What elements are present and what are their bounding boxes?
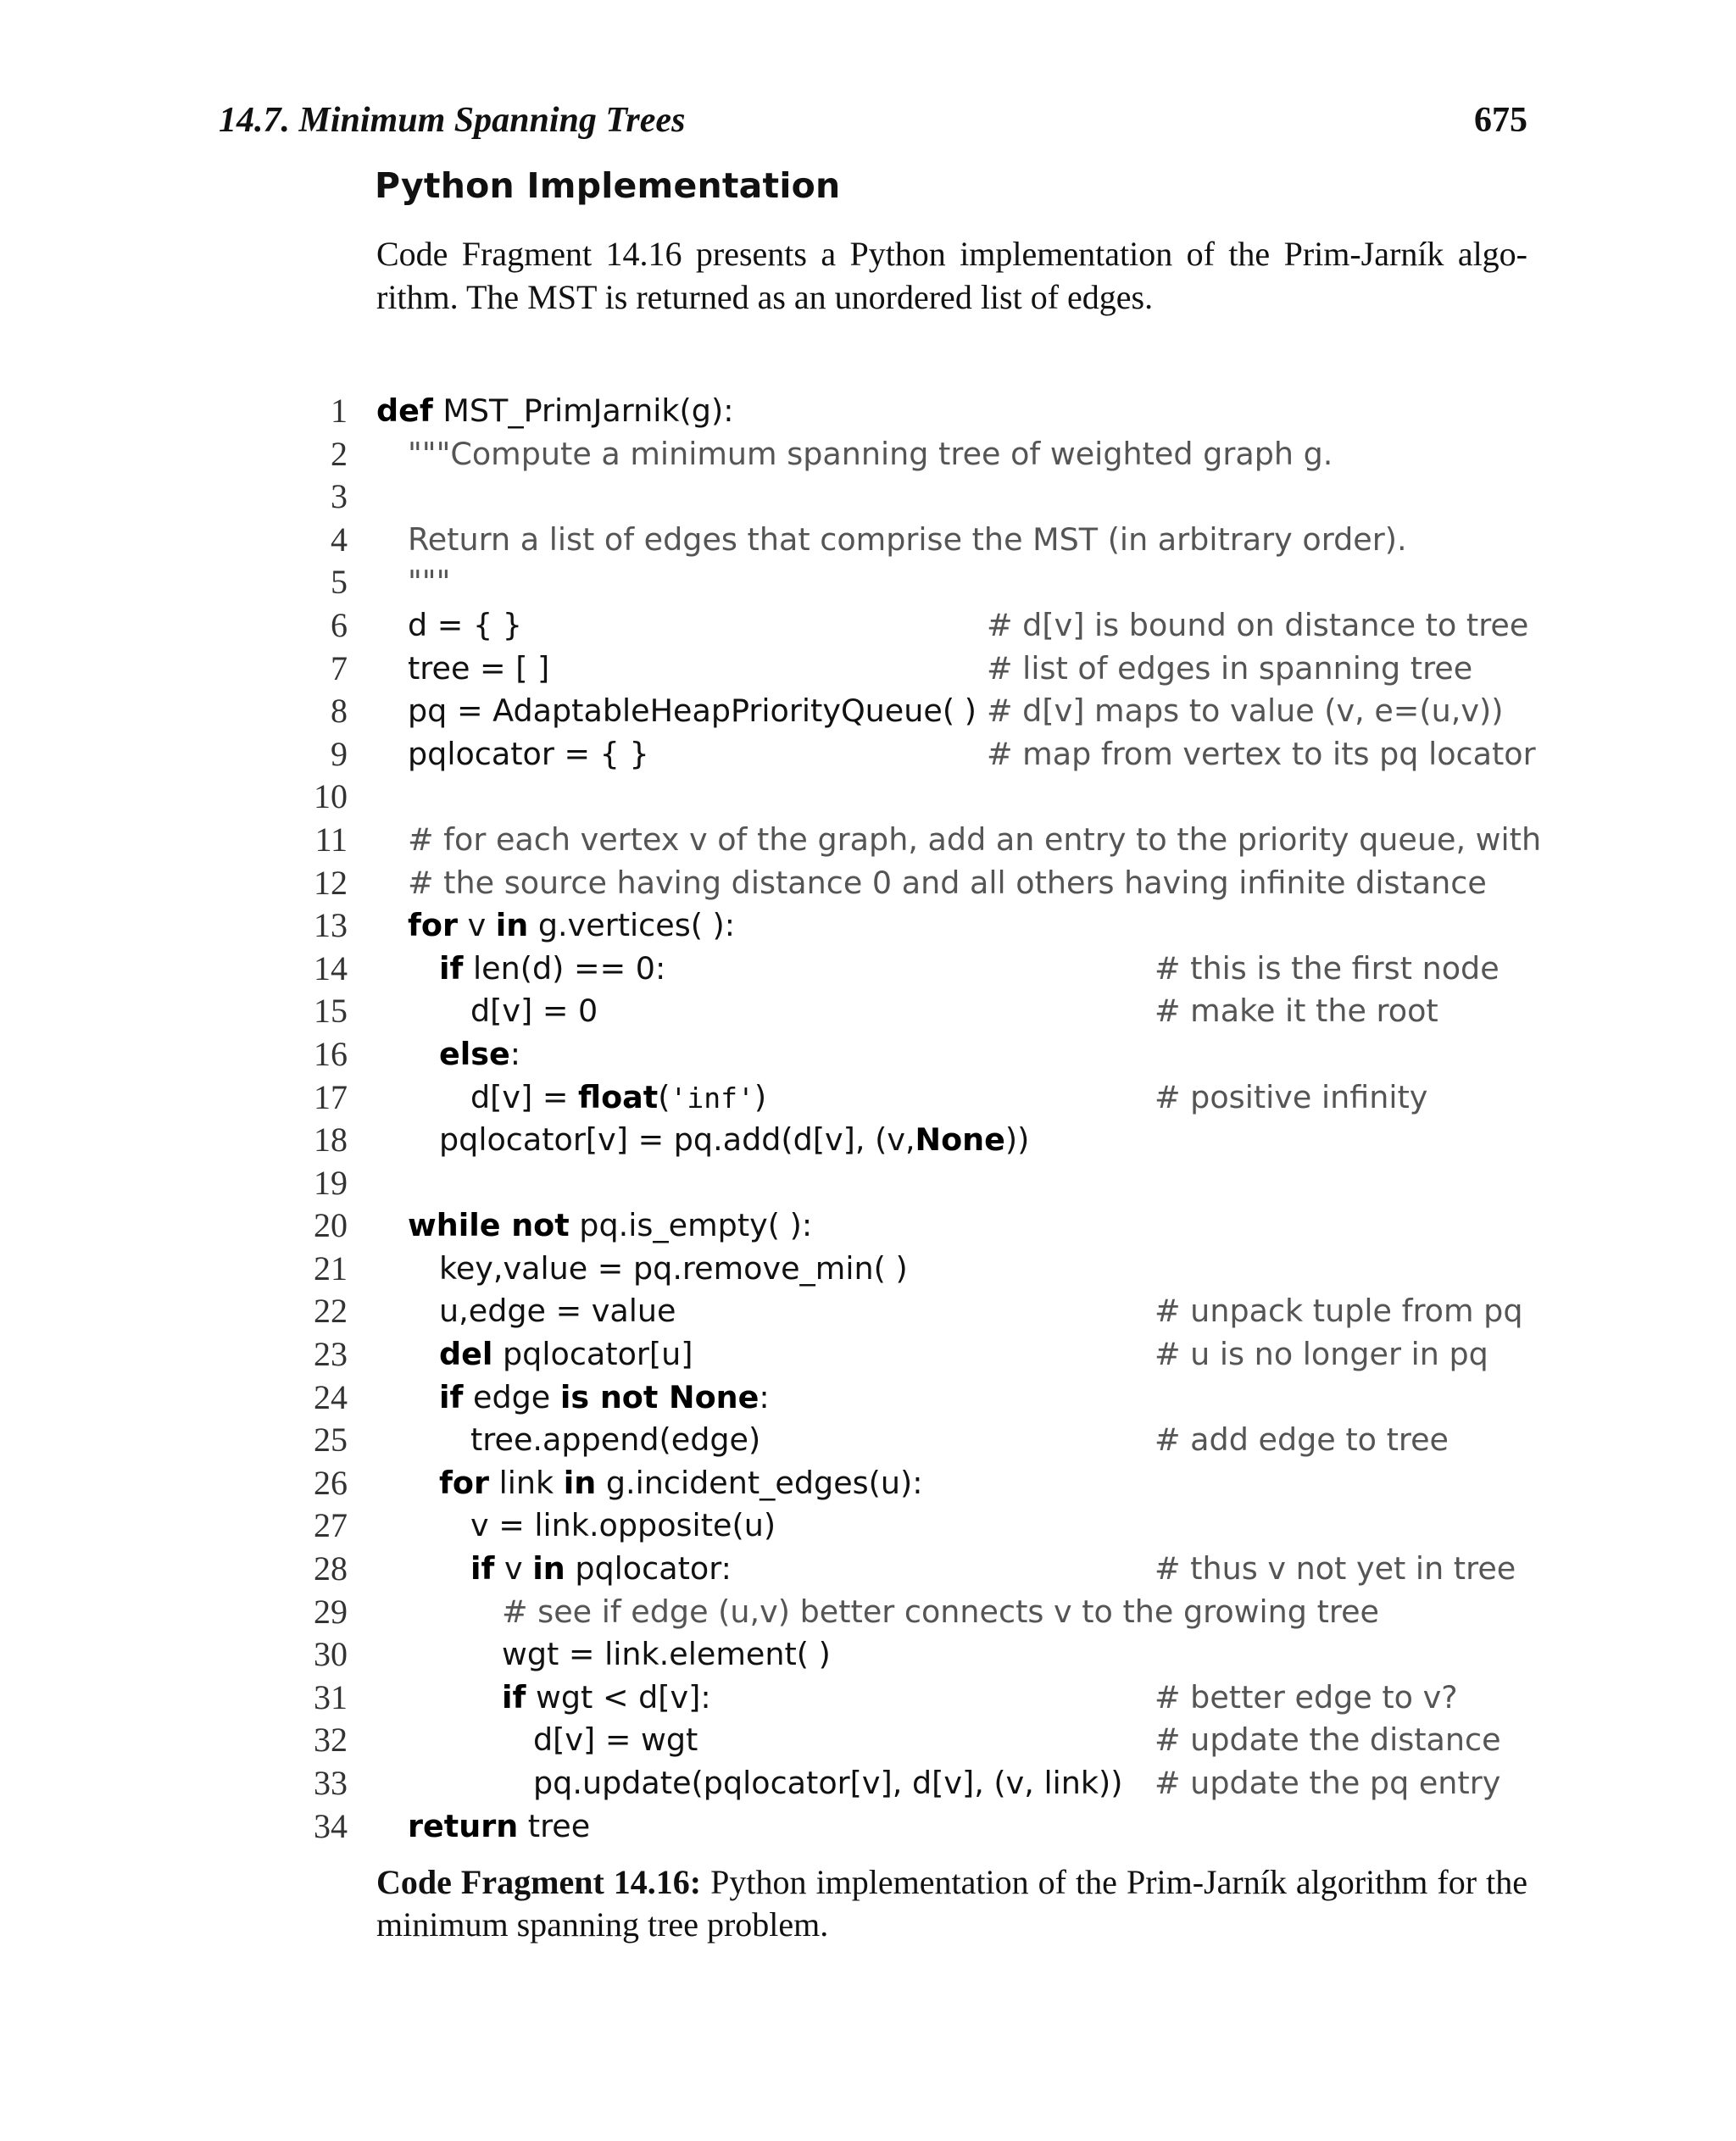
code-text (408, 1204, 812, 1248)
comment: # add edge to tree (1155, 1421, 1449, 1459)
code-text (439, 1462, 923, 1505)
line-number: 31 (314, 1677, 348, 1716)
comment: # for each vertex v of the graph, add an entry to the priority queue, with (408, 820, 1542, 858)
line-number: 12 (314, 863, 348, 902)
code-line (288, 1548, 1534, 1591)
code-line (288, 604, 1534, 648)
code-text (502, 1633, 831, 1677)
comment: # make it the root (1155, 993, 1438, 1030)
line-number: 32 (314, 1721, 348, 1760)
code-line (288, 1119, 1534, 1162)
code-line (288, 390, 1534, 433)
code-line (288, 1504, 1534, 1548)
code-line (288, 690, 1534, 733)
code-token: pq.is_empty( ): (569, 1207, 813, 1244)
code-text (470, 1419, 760, 1462)
keyword: while not (408, 1207, 570, 1244)
keyword: float (578, 1078, 659, 1115)
code-line (288, 1033, 1534, 1076)
code-token: pqlocator: (565, 1550, 732, 1588)
caption-line-1 (376, 1861, 1527, 1904)
page-number: 675 (1474, 101, 1527, 140)
comment: # see if edge (u,v) better connects v to the growing tree (502, 1593, 1379, 1630)
line-number: 17 (314, 1077, 348, 1116)
docstring: """ (408, 564, 451, 601)
code-token: len(d) == 0: (463, 949, 666, 987)
line-number: 29 (314, 1592, 348, 1631)
comment: # unpack tuple from pq (1155, 1293, 1523, 1330)
code-text (502, 1677, 711, 1720)
caption-line-2: minimum spanning tree problem. (376, 1905, 829, 1944)
code-text (439, 1248, 908, 1291)
code-text (533, 1762, 1123, 1805)
code-text (408, 733, 649, 776)
code-token: wgt = link.element( ) (502, 1636, 831, 1673)
code-token: v = link.opposite(u) (470, 1507, 776, 1544)
code-line (288, 1805, 1534, 1849)
code-text (439, 1033, 520, 1076)
code-caption (376, 1861, 1527, 1946)
line-number: 23 (314, 1335, 348, 1374)
comment: # the source having distance 0 and all others having infinite distance (408, 864, 1487, 901)
line-number: 2 (331, 434, 348, 473)
code-line (288, 1376, 1534, 1420)
code-line (288, 1248, 1534, 1291)
code-token: ( (658, 1078, 670, 1115)
comment: # this is the first node (1155, 949, 1500, 987)
code-token: g.vertices( ): (528, 907, 736, 944)
code-line (288, 648, 1534, 691)
line-number: 18 (314, 1121, 348, 1159)
line-number: 6 (331, 605, 348, 644)
code-token: d[v] = (470, 1078, 579, 1115)
keyword: if (439, 949, 464, 987)
code-line (288, 519, 1534, 562)
code-text (470, 1076, 766, 1121)
code-token: v (494, 1550, 533, 1588)
keyword: None (915, 1121, 1005, 1159)
running-head-section: 14.7. Minimum Spanning Trees (219, 101, 686, 140)
code-line (288, 1633, 1534, 1677)
code-line (288, 990, 1534, 1033)
code-text (533, 1719, 698, 1762)
code-line (288, 948, 1534, 991)
comment: # better edge to v? (1155, 1678, 1458, 1716)
code-line (288, 1591, 1534, 1634)
code-line (288, 475, 1534, 519)
code-token: pq = AdaptableHeapPriorityQueue( ) (408, 692, 976, 730)
line-number: 20 (314, 1206, 348, 1245)
line-number: 30 (314, 1635, 348, 1674)
line-number: 22 (314, 1292, 348, 1331)
comment: # map from vertex to its pq locator (987, 735, 1536, 772)
line-number: 28 (314, 1549, 348, 1588)
code-line (288, 1677, 1534, 1720)
keyword: return (408, 1807, 519, 1844)
code-text (439, 1376, 770, 1420)
line-number: 27 (314, 1506, 348, 1545)
comment: # list of edges in spanning tree (987, 649, 1473, 687)
code-line (288, 1719, 1534, 1762)
line-number: 7 (331, 648, 348, 687)
line-number: 14 (314, 948, 348, 987)
docstring: Return a list of edges that comprise the MST (in arbitrary order). (408, 520, 1407, 558)
docstring: """Compute a minimum spanning tree of weighted graph g. (408, 435, 1333, 472)
code-token: )) (1004, 1121, 1030, 1159)
code-token: tree (518, 1807, 591, 1844)
code-line (288, 862, 1534, 905)
keyword: if (439, 1378, 464, 1415)
code-token: link (488, 1464, 564, 1501)
keyword: if (502, 1678, 526, 1716)
code-line (288, 904, 1534, 948)
code-line (288, 733, 1534, 776)
code-text (408, 862, 1487, 905)
line-number: 24 (314, 1377, 348, 1416)
code-line (288, 561, 1534, 604)
code-token: u,edge = value (439, 1293, 676, 1330)
line-number: 13 (314, 906, 348, 945)
code-token: ) (754, 1078, 767, 1115)
code-text (408, 1805, 590, 1849)
code-text (439, 1333, 693, 1376)
comment: # positive infinity (1155, 1078, 1428, 1115)
code-text (408, 561, 450, 604)
line-number: 33 (314, 1764, 348, 1802)
code-line (288, 819, 1542, 862)
code-text (470, 990, 598, 1033)
keyword: for (439, 1464, 489, 1501)
code-text (408, 433, 1333, 476)
line-number: 10 (314, 777, 348, 816)
comment: # d[v] is bound on distance to tree (987, 606, 1529, 643)
intro-line-2: rithm. The MST is returned as an unordered list of edges. (376, 278, 1154, 316)
line-number: 9 (331, 734, 348, 773)
line-number: 19 (314, 1163, 348, 1202)
line-number: 5 (331, 563, 348, 602)
line-number: 34 (314, 1806, 348, 1845)
section-title: Python Implementation (375, 165, 841, 206)
line-number: 15 (314, 992, 348, 1031)
code-token: : (759, 1378, 770, 1415)
comment: # u is no longer in pq (1155, 1336, 1488, 1373)
keyword: in (563, 1464, 597, 1501)
code-line (288, 1419, 1534, 1462)
keyword: del (439, 1336, 493, 1373)
code-line (288, 1076, 1534, 1120)
code-line (288, 433, 1534, 476)
line-number: 4 (331, 520, 348, 559)
caption-text: Python implementation of the Prim-Jarník algorithm for the (701, 1863, 1527, 1901)
code-token: tree = [ ] (408, 649, 550, 687)
code-line (288, 776, 1534, 819)
string-literal: 'inf' (670, 1081, 754, 1115)
code-text (470, 1504, 776, 1548)
code-token: pqlocator[v] = pq.add(d[v], (v, (439, 1121, 915, 1159)
comment: # update the distance (1155, 1721, 1501, 1759)
line-number: 26 (314, 1463, 348, 1502)
code-token: tree.append(edge) (470, 1421, 761, 1459)
line-number: 8 (331, 692, 348, 731)
code-token: wgt < d[v]: (526, 1678, 711, 1716)
code-token: g.incident_edges(u): (596, 1464, 923, 1501)
code-text (408, 604, 522, 648)
intro-paragraph (376, 232, 1527, 319)
line-number: 3 (331, 477, 348, 516)
code-text (376, 390, 734, 433)
keyword: is not None (559, 1378, 760, 1415)
code-line (288, 1290, 1534, 1333)
comment: # d[v] maps to value (v, e=(u,v)) (987, 692, 1504, 730)
line-number: 11 (314, 820, 348, 859)
code-token: pqlocator = { } (408, 735, 649, 772)
code-text (439, 1119, 1029, 1162)
caption-label: Code Fragment 14.16: (376, 1863, 702, 1901)
code-token: v (457, 907, 496, 944)
code-token: pq.update(pqlocator[v], d[v], (v, link)) (533, 1765, 1123, 1801)
code-text (408, 648, 549, 691)
code-token: edge (463, 1378, 560, 1415)
code-line (288, 1162, 1534, 1205)
line-number: 25 (314, 1421, 348, 1460)
code-text (408, 690, 976, 733)
code-text (408, 904, 735, 948)
keyword: if (470, 1550, 495, 1588)
code-line (288, 1333, 1534, 1376)
line-number: 21 (314, 1248, 348, 1287)
code-text (470, 1548, 732, 1591)
code-text (408, 819, 1541, 862)
comment: # update the pq entry (1155, 1765, 1501, 1801)
keyword: in (495, 907, 529, 944)
code-fragment (288, 390, 1542, 1848)
code-line (288, 1204, 1534, 1248)
code-text (408, 519, 1407, 562)
code-token: MST_PrimJarnik(g): (432, 392, 734, 429)
code-token: key,value = pq.remove_min( ) (439, 1249, 908, 1287)
code-token: : (509, 1035, 521, 1072)
comment: # thus v not yet in tree (1155, 1550, 1516, 1588)
code-token: pqlocator[u] (492, 1336, 693, 1373)
code-text (439, 1290, 676, 1333)
running-head (219, 100, 1527, 142)
intro-line-1: Code Fragment 14.16 presents a Python implementation of the Prim-Jarník algo- (376, 235, 1527, 273)
code-line (288, 1762, 1534, 1805)
code-line (288, 1462, 1534, 1505)
keyword: for (408, 907, 458, 944)
code-token: d[v] = 0 (470, 993, 598, 1030)
keyword: def (376, 392, 433, 429)
code-text (502, 1591, 1379, 1634)
line-number: 16 (314, 1034, 348, 1073)
code-token: d[v] = wgt (533, 1721, 698, 1759)
code-text (439, 948, 665, 991)
code-token: d = { } (408, 606, 523, 643)
keyword: in (532, 1550, 565, 1588)
line-number: 1 (331, 392, 348, 430)
keyword: else (439, 1035, 510, 1072)
